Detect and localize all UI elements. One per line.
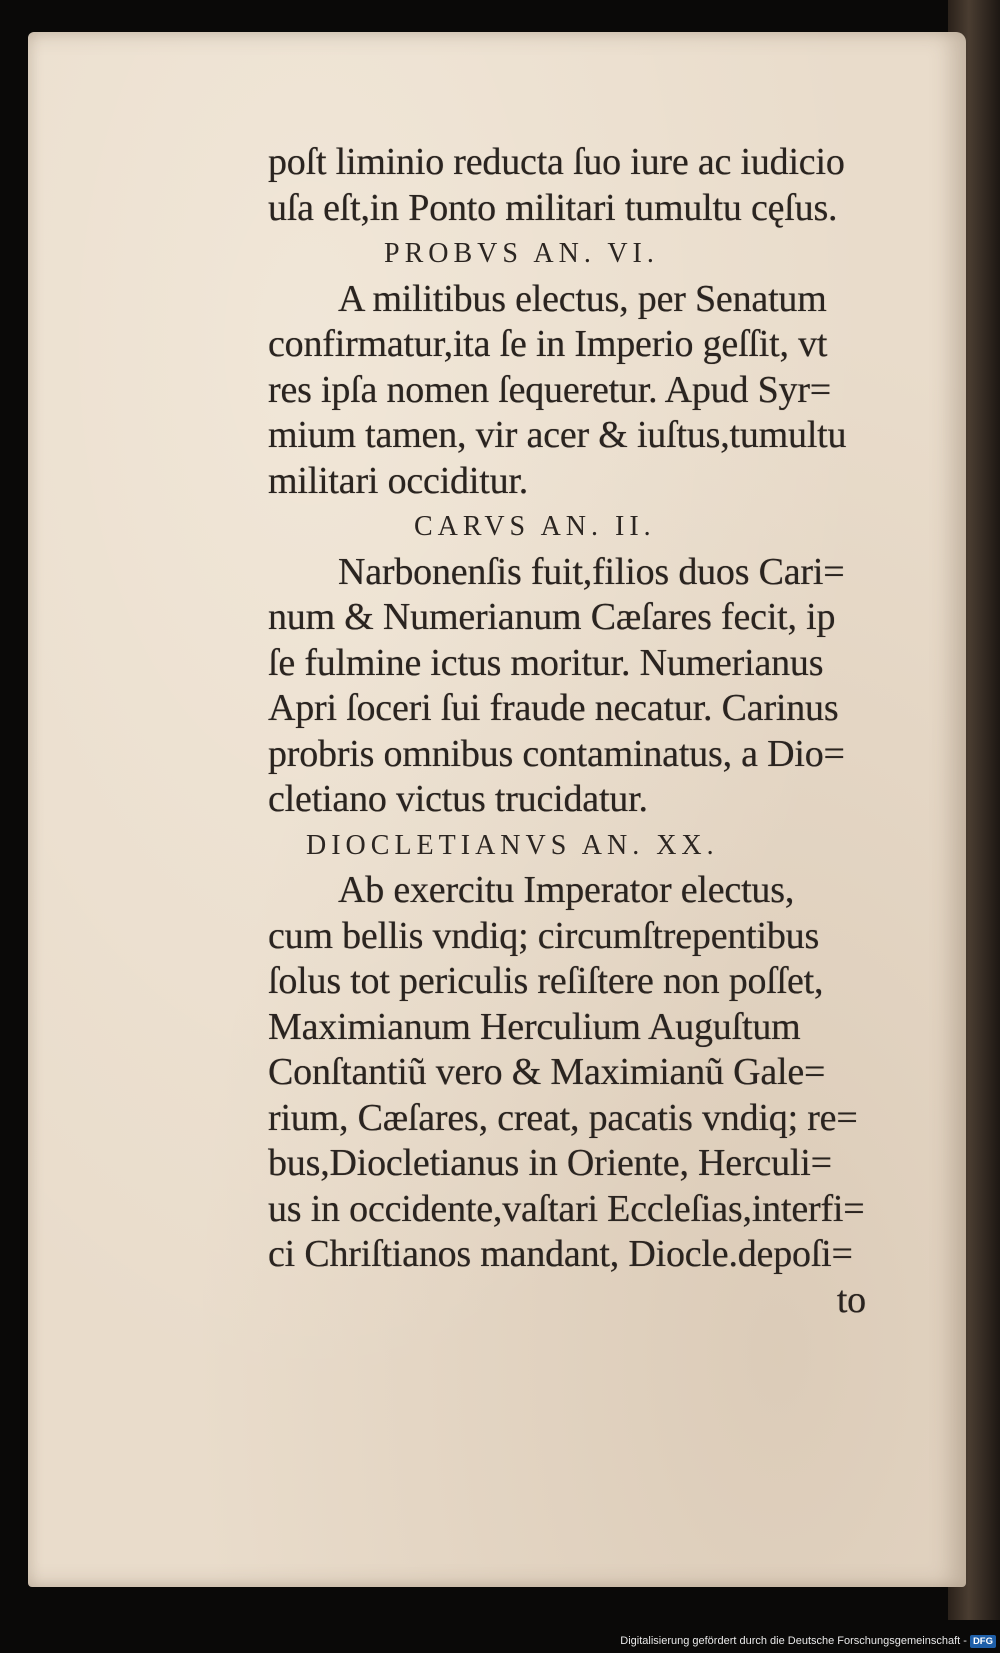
text-line: rium, Cæſares, creat, pacatis vndiq; re= xyxy=(268,1096,858,1139)
text-line: ſe fulmine ictus moritur. Numerianus xyxy=(268,641,824,684)
section-heading-carus: CARVS AN. II. xyxy=(414,511,656,542)
text-line: confirmatur,ita ſe in Imperio geſſit, vt xyxy=(268,323,828,365)
text-line: Conſtantiũ vero & Maximianũ Gale= xyxy=(268,1051,826,1093)
text-line: probris omnibus contaminatus, a Dio= xyxy=(268,732,845,775)
dfg-logo-icon: DFG xyxy=(970,1635,996,1648)
digitization-footer xyxy=(620,1631,996,1651)
text-line: num & Numerianum Cæſares fecit, ip xyxy=(268,596,836,638)
text-line: Narbonenſis fuit,filios duos Cari= xyxy=(338,550,845,593)
text-line: poſt liminio reducta ſuo iure ac iudicio xyxy=(268,141,845,183)
text-line: cletiano victus trucidatur. xyxy=(268,778,648,820)
text-line: Maximianum Herculium Auguſtum xyxy=(268,1005,801,1048)
text-line: bus,Diocletianus in Oriente, Herculi= xyxy=(268,1142,832,1184)
footer-credit-text: Digitalisierung gefördert durch die Deutsche Forschungsgemeinschaft - xyxy=(620,1635,967,1647)
text-line: mium tamen, vir acer & iuſtus,tumultu xyxy=(268,414,847,456)
text-line: Ab exercitu Imperator electus, xyxy=(338,869,795,911)
section-heading-diocletianus: DIOCLETIANVS AN. XX. xyxy=(306,829,719,861)
text-line: A militibus electus, per Senatum xyxy=(338,277,827,320)
catchword: to xyxy=(836,1278,866,1321)
text-line: res ipſa nomen ſequeretur. Apud Syr= xyxy=(268,368,832,411)
page-text-block xyxy=(268,140,928,1323)
text-line: militari occiditur. xyxy=(268,459,529,502)
text-line: us in occidente,vaſtari Eccleſias,interfi= xyxy=(268,1187,865,1230)
text-line: cum bellis vndiq; circumſtrepentibus xyxy=(268,914,820,957)
text-line: ci Chriſtianos mandant, Diocle.depoſi= xyxy=(268,1233,853,1275)
text-line: ſolus tot periculis reſiſtere non poſſet, xyxy=(268,960,824,1002)
text-line: uſa eſt,in Ponto militari tumultu cęſus. xyxy=(268,186,838,229)
section-heading-probus: PROBVS AN. VI. xyxy=(384,238,659,269)
text-line: Apri ſoceri ſui fraude necatur. Carinus xyxy=(268,687,839,729)
